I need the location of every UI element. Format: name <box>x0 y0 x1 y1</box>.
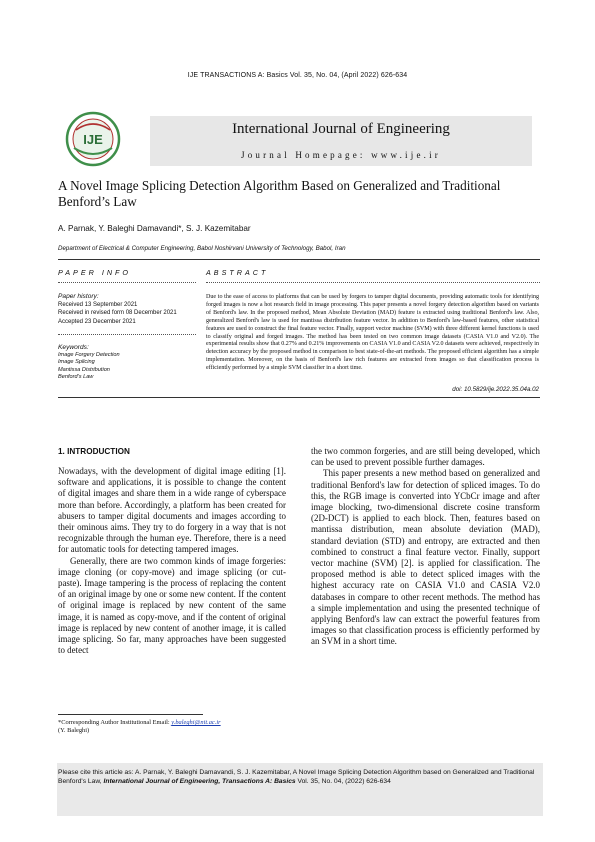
doi-link[interactable]: doi: 10.5829/ije.2022.35.04a.02 <box>452 386 539 393</box>
keyword-item: Benford’s Law <box>58 374 94 381</box>
divider-paper-info <box>58 282 196 283</box>
keywords-label: Keywords: <box>58 344 89 351</box>
corresponding-email-link[interactable]: y.baleghi@nit.ac.ir <box>171 719 221 726</box>
paper-affiliation: Department of Electrical & Computer Engineering, Babol Noshirvani University of Technology, Babol, Iran <box>58 245 346 252</box>
journal-homepage-link[interactable]: Journal Homepage: www.ije.ir <box>241 150 441 160</box>
history-label: Paper history: <box>58 293 99 300</box>
abstract-text: Due to the ease of access to platforms that can be used by forgers to tamper digital documents, providing automatic tools for identifying forged images is now a hot research field in image processing. This paper presents a novel forgery detection algorithm based on variants of Benford's law. In the proposed method, Mean Absolute Deviation (MAD) feature is extracted using traditional Benford's law. Also, generalized Benford's law is used for mantissa distribution feature vector. In addition to Benford's law-based features, other statistical features are used to construct the final feature vector. Finally, support vector machine (SVM) with three different kernel functions is used to classify original and forged images. The method has been tested on two common image datasets (CASIA V1.0 and V2.0). The experimental results show that 0.27% and 0.21% improvements on CASIA V1.0 and CASIA V2.0 datasets were achieved, respectively in detection accuracy by the proposed method in comparison to best state-of-the-art methods. The proposed efficient algorithm has a simple implementation. Moreover, on the basis of Benford's law rich features are extracted from images so that classification process is efficiently performed by a simple SVM classifier in a short time. <box>206 294 539 372</box>
svg-text:IJE: IJE <box>83 132 103 147</box>
keywords <box>58 344 198 382</box>
paper-authors: A. Parnak, Y. Baleghi Damavandi*, S. J. Kazemitabar <box>58 224 251 233</box>
paper-history <box>58 293 198 326</box>
footnote-text: *Corresponding Author Institutional Email: <box>58 719 172 726</box>
divider-top <box>58 259 540 260</box>
divider-keywords <box>58 334 196 335</box>
divider-bottom <box>58 397 540 398</box>
keyword-item: Mantissa Distribution <box>58 366 110 373</box>
divider-abstract <box>206 282 540 283</box>
history-received: Received 13 September 2021 <box>58 302 138 309</box>
abstract-heading: ABSTRACT <box>206 268 269 277</box>
citation-text <box>58 768 542 786</box>
section-heading-introduction: 1. INTRODUCTION <box>58 447 130 456</box>
citation-prefix: Please cite this article as: A. Parnak, Y. Baleghi Damavandi, S. J. Kazemitabar, A Novel Image Splicing Detection Algorithm based on Generalized and Traditional Benford's Law, <box>58 769 535 785</box>
intro-paragraph: Nowadays, with the development of digital image editing [1]. software and applications, it is possible to change the content of digital images and share them in a wide range of cyberspace more than before. Accordingly, a platform has been created for abusers to tamper digital documents and images according to their ominous aims. They try to do forgery in a way that is not recognizable through the human eye. Therefore, there is a need for automatic tools for detecting tampered images. <box>58 466 286 555</box>
footnote-rule <box>58 714 203 715</box>
intro-paragraph: the two common forgeries, and are still being developed, which can be used to prevent possible further damages. <box>311 446 540 468</box>
journal-title: International Journal of Engineering <box>232 121 450 137</box>
intro-column-left <box>58 466 286 656</box>
citation-suffix: Vol. 35, No. 04, (2022) 626-634 <box>295 778 391 785</box>
running-header: IJE TRANSACTIONS A: Basics Vol. 35, No. 04, (April 2022) 626-634 <box>187 72 408 79</box>
ije-emblem-icon <box>64 110 122 168</box>
citation-journal: International Journal of Engineering, Transactions A: Basics <box>103 778 296 785</box>
footnote-name: (Y. Baleghi) <box>58 727 90 735</box>
intro-column-right <box>311 446 540 648</box>
paper-info-heading: PAPER INFO <box>58 268 131 277</box>
paper-title: A Novel Image Splicing Detection Algorithm Based on Generalized and Traditional Benford’s Law <box>58 178 501 209</box>
history-revised: Received in revised form 08 December 2021 <box>58 310 177 317</box>
intro-paragraph: Generally, there are two common kinds of image forgeries: image cloning (or copy-move) and image splicing (or cut-paste). Image tampering is the process of replacing the content of an original image by one or some new content. If the content of original image is replaced by new content of the same image, it is named as copy-move, and if the content of original image is replaced by new content of another image, it is called image splicing. So far, many approaches have been suggested to detect <box>58 555 286 656</box>
intro-paragraph: This paper presents a new method based on generalized and traditional Benford's law for detection of spliced images. To do this, the RGB image is converted into YCbCr image and after image blocking, two-dimensional discrete cosine transform (2D-DCT) is applied to each block. Then, features based on mantissa distribution, mean absolute deviation (MAD), standard deviation (STD) and entropy, are extracted and then combined to construct a final feature vector. Finally, support vector machine (SVM) [2]. is applied for classification. The proposed method is able to detect spliced images with the highest accuracy rate on CASIA V1.0 and CASIA V2.0 databases in compare to other recent methods. The method has a simple implementation and using the presented technique of applying Benford's law can extract the powerful features from images so that classification process is efficiently performed by an SVM in a short time. <box>311 468 540 647</box>
keyword-item: Image Forgery Detection <box>58 351 120 358</box>
footnote <box>58 719 286 735</box>
journal-logo <box>64 110 122 168</box>
history-accepted: Accepted 23 December 2021 <box>58 318 136 325</box>
keyword-item: Image Splicing <box>58 359 95 366</box>
